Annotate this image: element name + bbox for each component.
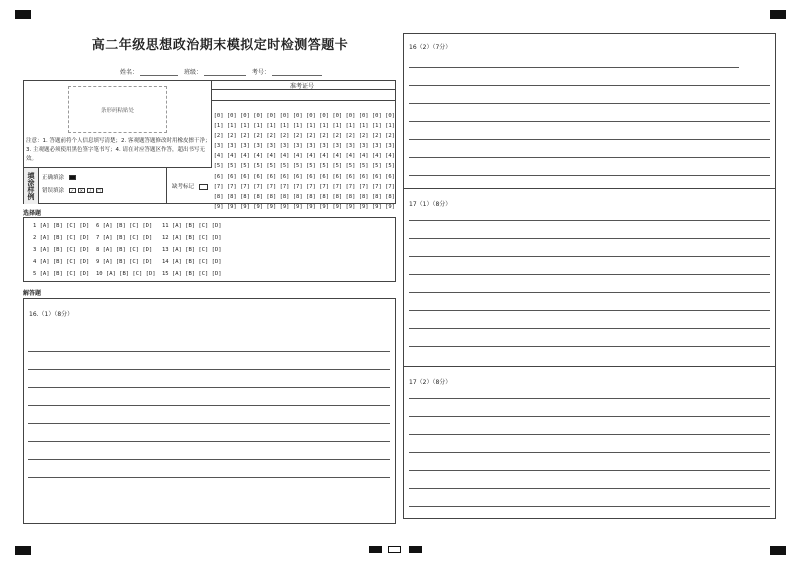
question-16-2-label: 16（2）（7分） bbox=[409, 44, 452, 51]
answer-writing-line[interactable] bbox=[409, 256, 770, 257]
answer-writing-line[interactable] bbox=[409, 416, 770, 417]
answer-writing-line[interactable] bbox=[409, 506, 770, 507]
page-title: 高二年级思想政治期末模拟定时检测答题卡 bbox=[91, 38, 349, 53]
answer-writing-line[interactable] bbox=[28, 423, 390, 424]
page-mark-left bbox=[369, 546, 382, 553]
answer-writing-line[interactable] bbox=[409, 398, 770, 399]
choice-question[interactable]: 6 [A] [B] [C] [D] bbox=[96, 223, 153, 229]
answer-writing-line[interactable] bbox=[28, 477, 390, 478]
right-divider-1 bbox=[403, 188, 776, 189]
choice-question[interactable]: 11 [A] [B] [C] [D] bbox=[162, 223, 222, 229]
answer-writing-line[interactable] bbox=[409, 488, 770, 489]
digit-row: [0] [0] [0] [0] [0] [0] [0] [0] [0] [0] [0] [0] [0] [0] bbox=[213, 113, 395, 119]
absent-bubble[interactable] bbox=[199, 184, 208, 190]
answer-box-right bbox=[403, 33, 776, 519]
digit-row: [6] [6] [6] [6] [6] [6] [6] [6] [6] [6] [6] [6] [6] [6] bbox=[213, 173, 395, 180]
answer-writing-line[interactable] bbox=[409, 470, 770, 471]
answer-writing-line[interactable] bbox=[28, 351, 390, 352]
choice-question[interactable]: 8 [A] [B] [C] [D] bbox=[96, 247, 153, 253]
choice-question[interactable]: 7 [A] [B] [C] [D] bbox=[96, 235, 153, 241]
class-field[interactable] bbox=[204, 69, 246, 76]
digit-row: [1] [1] [1] [1] [1] [1] [1] [1] [1] [1] [1] [1] [1] [1] bbox=[213, 123, 395, 130]
answer-writing-line[interactable] bbox=[409, 238, 770, 239]
digit-row: [7] [7] [7] [7] [7] [7] [7] [7] [7] [7] [7] [7] [7] [7] bbox=[213, 183, 395, 190]
exam-number-grid bbox=[212, 102, 397, 210]
student-info-fields bbox=[120, 67, 322, 76]
page-mark-center bbox=[388, 546, 401, 553]
choice-question[interactable]: 12 [A] [B] [C] [D] bbox=[162, 235, 222, 241]
question-17-1-label: 17（1）（8分） bbox=[409, 201, 452, 208]
choice-question[interactable]: 15 [A] [B] [C] [D] bbox=[162, 271, 222, 277]
answer-writing-line[interactable] bbox=[409, 175, 770, 176]
digit-row: [4] [4] [4] [4] [4] [4] [4] [4] [4] [4] [4] [4] [4] [4] bbox=[213, 153, 395, 160]
filled-bubble-icon bbox=[69, 175, 76, 180]
choice-column-2 bbox=[96, 220, 156, 280]
alignment-mark-top-left bbox=[15, 10, 31, 19]
choice-question[interactable]: 1 [A] [B] [C] [D] bbox=[33, 223, 90, 229]
answer-writing-line[interactable] bbox=[28, 441, 390, 442]
answer-writing-line[interactable] bbox=[409, 103, 770, 104]
choice-question[interactable]: 10 [A] [B] [C] [D] bbox=[96, 271, 156, 277]
digit-row: [5] [5] [5] [5] [5] [5] [5] [5] [5] [5] [5] [5] [5] [5] bbox=[213, 163, 395, 170]
alignment-mark-top-right bbox=[770, 10, 786, 19]
wrong-mark-cross: ✕ bbox=[79, 188, 83, 193]
answer-writing-line[interactable] bbox=[28, 459, 390, 460]
answer-writing-line[interactable] bbox=[409, 274, 770, 275]
answer-writing-line[interactable] bbox=[409, 139, 770, 140]
barcode-area bbox=[68, 86, 167, 133]
question-16-1-label: 16.（1）（8分） bbox=[29, 311, 74, 318]
fill-example-top-line bbox=[23, 167, 212, 168]
id-field[interactable] bbox=[272, 69, 322, 76]
choice-column-1 bbox=[33, 220, 89, 280]
choice-question[interactable]: 13 [A] [B] [C] [D] bbox=[162, 247, 222, 253]
digit-row: [9] [9] [9] [9] [9] [9] [9] [9] [9] [9] [9] [9] [9] [9] bbox=[213, 203, 395, 210]
answer-box-16-1 bbox=[23, 298, 396, 524]
answer-writing-line[interactable] bbox=[409, 328, 770, 329]
choice-section-label: 选择题 bbox=[23, 210, 42, 217]
answer-writing-line[interactable] bbox=[409, 157, 770, 158]
right-divider-2 bbox=[403, 366, 776, 367]
digit-row: [8] [8] [8] [8] [8] [8] [8] [8] [8] [8] [8] [8] [8] [8] bbox=[213, 193, 395, 200]
digit-row: [2] [2] [2] [2] [2] [2] [2] [2] [2] [2] [2] [2] [2] [2] bbox=[213, 133, 395, 140]
answer-writing-line[interactable] bbox=[409, 292, 770, 293]
exam-number-entry-line bbox=[211, 100, 396, 101]
name-label: 姓名： bbox=[120, 69, 139, 76]
class-label: 班级： bbox=[183, 69, 202, 76]
exam-number-header: 准考证号 bbox=[290, 83, 315, 90]
answer-writing-line[interactable] bbox=[409, 310, 770, 311]
fill-example-label: 填涂 样例 bbox=[24, 168, 39, 204]
name-field[interactable] bbox=[140, 69, 178, 76]
answer-writing-line[interactable] bbox=[409, 452, 770, 453]
correct-fill-example: 正确填涂 bbox=[42, 173, 78, 181]
barcode-label: 条形码粘贴处 bbox=[100, 107, 134, 114]
answer-section-label: 解答题 bbox=[23, 290, 42, 297]
notice-text: 注意：1. 答题前将个人信息填写清楚；2. 客观题答题修改时用橡皮擦干净；3. 主观题必须使用黑色签字笔书写；4. 请在对应答题区作答，超出书写无效。 bbox=[26, 138, 211, 162]
page-mark-right bbox=[409, 546, 422, 553]
choice-column-3 bbox=[162, 220, 222, 280]
answer-writing-line[interactable] bbox=[409, 220, 770, 221]
choice-question[interactable]: 14 [A] [B] [C] [D] bbox=[162, 259, 222, 265]
choice-question[interactable]: 2 [A] [B] [C] [D] bbox=[33, 235, 90, 241]
choice-question[interactable]: 9 [A] [B] [C] [D] bbox=[96, 259, 153, 265]
answer-writing-line[interactable] bbox=[28, 369, 390, 370]
choice-question[interactable]: 3 [A] [B] [C] [D] bbox=[33, 247, 90, 253]
answer-writing-line[interactable] bbox=[28, 405, 390, 406]
id-label: 考号： bbox=[251, 69, 270, 76]
choice-question[interactable]: 5 [A] [B] [C] [D] bbox=[33, 271, 90, 277]
wrong-mark-box: □ bbox=[97, 188, 102, 193]
answer-writing-line[interactable] bbox=[409, 346, 770, 347]
answer-writing-line[interactable] bbox=[409, 67, 739, 68]
answer-writing-line[interactable] bbox=[409, 85, 770, 86]
answer-writing-line[interactable] bbox=[409, 434, 770, 435]
alignment-mark-bottom-left bbox=[15, 546, 31, 555]
answer-writing-line[interactable] bbox=[28, 387, 390, 388]
fill-example-divider bbox=[166, 167, 167, 204]
choice-question[interactable]: 4 [A] [B] [C] [D] bbox=[33, 259, 90, 265]
answer-writing-line[interactable] bbox=[409, 121, 770, 122]
wrong-fill-example: 错误填涂 ✓ ✕ / □ bbox=[42, 188, 102, 194]
wrong-mark-slash: / bbox=[87, 188, 94, 193]
question-17-2-label: 17（2）（8分） bbox=[409, 379, 452, 386]
wrong-mark-check: ✓ bbox=[70, 188, 74, 193]
absent-mark: 缺考标记 bbox=[172, 182, 210, 190]
digit-row: [3] [3] [3] [3] [3] [3] [3] [3] [3] [3] [3] [3] [3] [3] bbox=[213, 143, 395, 150]
alignment-mark-bottom-right bbox=[770, 546, 786, 555]
